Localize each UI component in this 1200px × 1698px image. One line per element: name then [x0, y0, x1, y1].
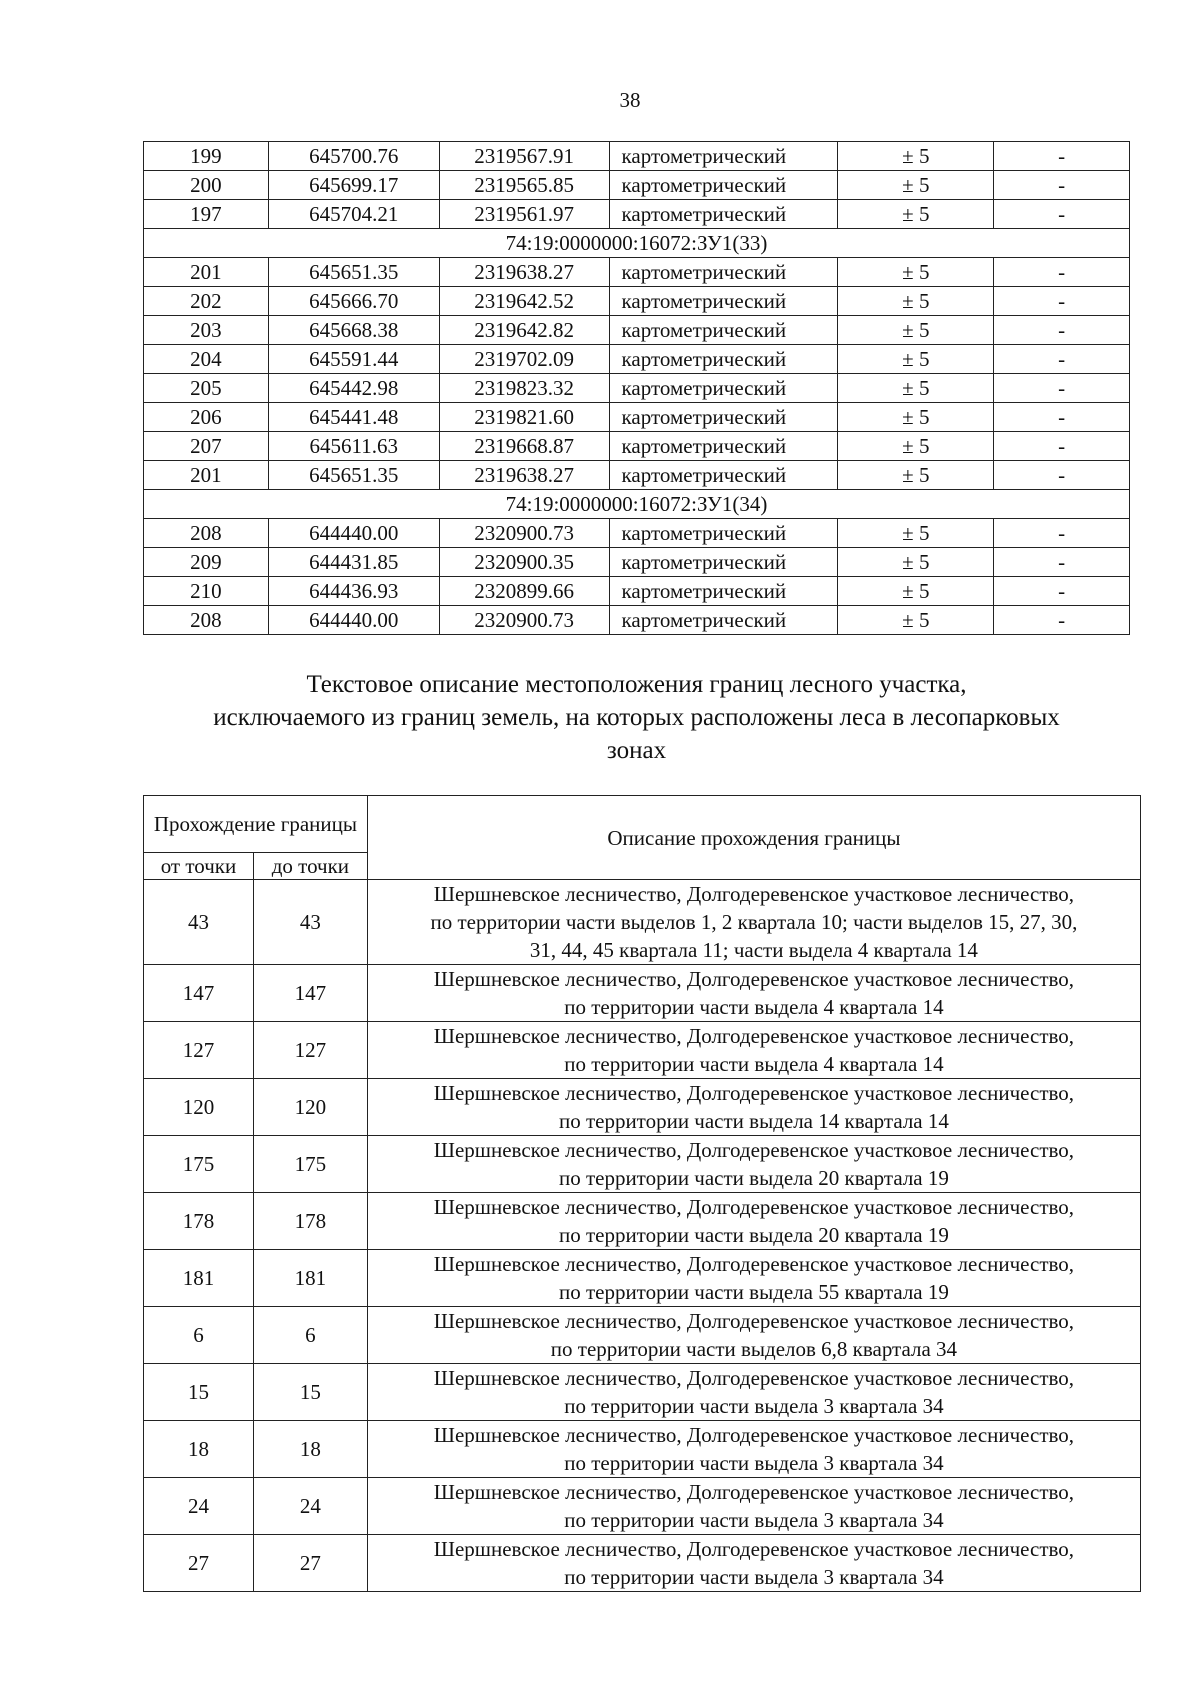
accuracy-cell: ± 5	[838, 606, 994, 635]
accuracy-cell: ± 5	[838, 316, 994, 345]
x-coordinate-cell: 645704.21	[268, 200, 439, 229]
point-number-cell: 205	[144, 374, 269, 403]
method-cell: картометрический	[609, 316, 838, 345]
y-coordinate-cell: 2319668.87	[439, 432, 609, 461]
accuracy-cell: ± 5	[838, 345, 994, 374]
y-coordinate-cell: 2319638.27	[439, 461, 609, 490]
description-line: Шершневское лесничество, Долгодеревенское участковое лесничество,	[433, 1480, 1075, 1504]
description-cell	[367, 1364, 1140, 1421]
accuracy-cell: ± 5	[838, 200, 994, 229]
extra-cell: -	[994, 432, 1130, 461]
description-cell	[367, 1421, 1140, 1478]
y-coordinate-cell: 2319565.85	[439, 171, 609, 200]
table-row	[144, 345, 1130, 374]
description-line: 31, 44, 45 квартала 11; части выдела 4 квартала 14	[529, 938, 978, 962]
method-cell: картометрический	[609, 345, 838, 374]
x-coordinate-cell: 645441.48	[268, 403, 439, 432]
to-point-cell: 120	[253, 1079, 367, 1136]
x-coordinate-cell: 645699.17	[268, 171, 439, 200]
table-row	[144, 1136, 1141, 1193]
to-point-cell: 24	[253, 1478, 367, 1535]
y-coordinate-cell: 2319823.32	[439, 374, 609, 403]
table-row	[144, 200, 1130, 229]
point-number-cell: 209	[144, 548, 269, 577]
description-line: Шершневское лесничество, Долгодеревенское участковое лесничество,	[433, 1081, 1075, 1105]
from-point-cell: 127	[144, 1022, 254, 1079]
extra-cell: -	[994, 287, 1130, 316]
header-from-point: от точки	[144, 853, 254, 880]
table-row	[144, 1307, 1141, 1364]
heading-line-2: исключаемого из границ земель, на которых расположены леса в лесопарковых	[213, 704, 1060, 731]
description-line: Шершневское лесничество, Долгодеревенское участковое лесничество,	[433, 1423, 1075, 1447]
point-number-cell: 197	[144, 200, 269, 229]
description-line: по территории части выдела 14 квартала 14	[558, 1109, 949, 1133]
y-coordinate-cell: 2319702.09	[439, 345, 609, 374]
from-point-cell: 6	[144, 1307, 254, 1364]
method-cell: картометрический	[609, 606, 838, 635]
y-coordinate-cell: 2319561.97	[439, 200, 609, 229]
x-coordinate-cell: 645442.98	[268, 374, 439, 403]
x-coordinate-cell: 645651.35	[268, 461, 439, 490]
accuracy-cell: ± 5	[838, 548, 994, 577]
from-point-cell: 175	[144, 1136, 254, 1193]
from-point-cell: 18	[144, 1421, 254, 1478]
accuracy-cell: ± 5	[838, 519, 994, 548]
table-row	[144, 1079, 1141, 1136]
table-row	[144, 606, 1130, 635]
coordinates-table-body	[144, 142, 1130, 635]
point-number-cell: 208	[144, 519, 269, 548]
to-point-cell: 43	[253, 880, 367, 965]
header-to-point: до точки	[253, 853, 367, 880]
extra-cell: -	[994, 142, 1130, 171]
table-row	[144, 1535, 1141, 1592]
heading-line-1: Текстовое описание местоположения границ лесного участка,	[306, 671, 967, 698]
point-number-cell: 202	[144, 287, 269, 316]
table-row	[144, 519, 1130, 548]
coordinates-table	[143, 141, 1130, 635]
description-line: по территории части выдела 3 квартала 34	[564, 1394, 944, 1418]
point-number-cell: 210	[144, 577, 269, 606]
description-line: Шершневское лесничество, Долгодеревенское участковое лесничество,	[433, 882, 1075, 906]
description-line: по территории части выделов 1, 2 квартала 10; части выделов 15, 27, 30,	[430, 910, 1078, 934]
to-point-cell: 181	[253, 1250, 367, 1307]
description-line: Шершневское лесничество, Долгодеревенское участковое лесничество,	[433, 1024, 1075, 1048]
extra-cell: -	[994, 374, 1130, 403]
description-line: Шершневское лесничество, Долгодеревенское участковое лесничество,	[433, 1537, 1075, 1561]
table-row	[144, 1193, 1141, 1250]
to-point-cell: 15	[253, 1364, 367, 1421]
description-cell	[367, 1193, 1140, 1250]
point-number-cell: 207	[144, 432, 269, 461]
point-number-cell: 204	[144, 345, 269, 374]
x-coordinate-cell: 645700.76	[268, 142, 439, 171]
y-coordinate-cell: 2320900.73	[439, 606, 609, 635]
description-cell	[367, 1136, 1140, 1193]
from-point-cell: 43	[144, 880, 254, 965]
x-coordinate-cell: 644431.85	[268, 548, 439, 577]
method-cell: картометрический	[609, 374, 838, 403]
description-line: по территории части выдела 55 квартала 19	[558, 1280, 949, 1304]
method-cell: картометрический	[609, 287, 838, 316]
from-point-cell: 181	[144, 1250, 254, 1307]
table-row	[144, 1364, 1141, 1421]
method-cell: картометрический	[609, 403, 838, 432]
from-point-cell: 15	[144, 1364, 254, 1421]
x-coordinate-cell: 645668.38	[268, 316, 439, 345]
accuracy-cell: ± 5	[838, 403, 994, 432]
description-line: по территории части выдела 3 квартала 34	[564, 1565, 944, 1589]
table-row	[144, 1022, 1141, 1079]
y-coordinate-cell: 2320899.66	[439, 577, 609, 606]
description-line: по территории части выдела 4 квартала 14	[564, 995, 944, 1019]
accuracy-cell: ± 5	[838, 461, 994, 490]
table-row	[144, 1421, 1141, 1478]
description-cell	[367, 880, 1140, 965]
extra-cell: -	[994, 606, 1130, 635]
to-point-cell: 6	[253, 1307, 367, 1364]
description-line: по территории части выделов 6,8 квартала 34	[550, 1337, 958, 1361]
accuracy-cell: ± 5	[838, 287, 994, 316]
table-row	[144, 316, 1130, 345]
method-cell: картометрический	[609, 258, 838, 287]
method-cell: картометрический	[609, 142, 838, 171]
description-line: Шершневское лесничество, Долгодеревенское участковое лесничество,	[433, 1309, 1075, 1333]
table-row	[144, 1478, 1141, 1535]
accuracy-cell: ± 5	[838, 258, 994, 287]
y-coordinate-cell: 2319638.27	[439, 258, 609, 287]
x-coordinate-cell: 644436.93	[268, 577, 439, 606]
from-point-cell: 24	[144, 1478, 254, 1535]
point-number-cell: 201	[144, 258, 269, 287]
accuracy-cell: ± 5	[838, 577, 994, 606]
y-coordinate-cell: 2319642.82	[439, 316, 609, 345]
to-point-cell: 178	[253, 1193, 367, 1250]
boundary-description-body	[144, 880, 1141, 1592]
table-row	[144, 171, 1130, 200]
table-row	[144, 258, 1130, 287]
section-row	[144, 229, 1130, 258]
description-cell	[367, 1079, 1140, 1136]
extra-cell: -	[994, 171, 1130, 200]
to-point-cell: 27	[253, 1535, 367, 1592]
method-cell: картометрический	[609, 461, 838, 490]
table-row	[144, 142, 1130, 171]
extra-cell: -	[994, 200, 1130, 229]
table-row	[144, 374, 1130, 403]
y-coordinate-cell: 2319821.60	[439, 403, 609, 432]
description-cell	[367, 1478, 1140, 1535]
extra-cell: -	[994, 548, 1130, 577]
description-line: по территории части выдела 3 квартала 34	[564, 1508, 944, 1532]
description-line: Шершневское лесничество, Долгодеревенское участковое лесничество,	[433, 1366, 1075, 1390]
table-row	[144, 287, 1130, 316]
description-line: по территории части выдела 4 квартала 14	[564, 1052, 944, 1076]
method-cell: картометрический	[609, 432, 838, 461]
extra-cell: -	[994, 258, 1130, 287]
table-row	[144, 461, 1130, 490]
accuracy-cell: ± 5	[838, 142, 994, 171]
point-number-cell: 199	[144, 142, 269, 171]
page-number: 38	[619, 88, 641, 112]
from-point-cell: 147	[144, 965, 254, 1022]
point-number-cell: 208	[144, 606, 269, 635]
table-row	[144, 432, 1130, 461]
point-number-cell: 203	[144, 316, 269, 345]
from-point-cell: 120	[144, 1079, 254, 1136]
y-coordinate-cell: 2319567.91	[439, 142, 609, 171]
table-row	[144, 880, 1141, 965]
description-line: по территории части выдела 20 квартала 19	[558, 1223, 949, 1247]
x-coordinate-cell: 644440.00	[268, 519, 439, 548]
section-label: 74:19:0000000:16072:ЗУ1(33)	[144, 229, 1130, 258]
extra-cell: -	[994, 403, 1130, 432]
description-cell	[367, 965, 1140, 1022]
section-label: 74:19:0000000:16072:ЗУ1(34)	[144, 490, 1130, 519]
x-coordinate-cell: 645591.44	[268, 345, 439, 374]
description-line: по территории части выдела 20 квартала 19	[558, 1166, 949, 1190]
extra-cell: -	[994, 577, 1130, 606]
y-coordinate-cell: 2320900.35	[439, 548, 609, 577]
to-point-cell: 18	[253, 1421, 367, 1478]
description-line: по территории части выдела 3 квартала 34	[564, 1451, 944, 1475]
description-line: Шершневское лесничество, Долгодеревенское участковое лесничество,	[433, 1138, 1075, 1162]
heading-line-3: зонах	[606, 737, 667, 764]
to-point-cell: 127	[253, 1022, 367, 1079]
table-row	[144, 577, 1130, 606]
description-cell	[367, 1307, 1140, 1364]
to-point-cell: 147	[253, 965, 367, 1022]
header-description: Описание прохождения границы	[367, 796, 1140, 880]
accuracy-cell: ± 5	[838, 171, 994, 200]
description-line: Шершневское лесничество, Долгодеревенское участковое лесничество,	[433, 1195, 1075, 1219]
method-cell: картометрический	[609, 171, 838, 200]
extra-cell: -	[994, 519, 1130, 548]
method-cell: картометрический	[609, 519, 838, 548]
description-cell	[367, 1022, 1140, 1079]
method-cell: картометрический	[609, 548, 838, 577]
description-cell	[367, 1250, 1140, 1307]
description-cell	[367, 1535, 1140, 1592]
to-point-cell: 175	[253, 1136, 367, 1193]
boundary-description-table	[143, 795, 1141, 1592]
accuracy-cell: ± 5	[838, 432, 994, 461]
description-line: Шершневское лесничество, Долгодеревенское участковое лесничество,	[433, 967, 1075, 991]
point-number-cell: 206	[144, 403, 269, 432]
accuracy-cell: ± 5	[838, 374, 994, 403]
table-row	[144, 548, 1130, 577]
extra-cell: -	[994, 316, 1130, 345]
header-boundary-passage: Прохождение границы	[144, 796, 368, 853]
point-number-cell: 201	[144, 461, 269, 490]
x-coordinate-cell: 645651.35	[268, 258, 439, 287]
section-row	[144, 490, 1130, 519]
y-coordinate-cell: 2320900.73	[439, 519, 609, 548]
x-coordinate-cell: 645611.63	[268, 432, 439, 461]
from-point-cell: 178	[144, 1193, 254, 1250]
section-heading	[143, 668, 1130, 767]
description-line: Шершневское лесничество, Долгодеревенское участковое лесничество,	[433, 1252, 1075, 1276]
x-coordinate-cell: 644440.00	[268, 606, 439, 635]
from-point-cell: 27	[144, 1535, 254, 1592]
point-number-cell: 200	[144, 171, 269, 200]
y-coordinate-cell: 2319642.52	[439, 287, 609, 316]
x-coordinate-cell: 645666.70	[268, 287, 439, 316]
table-row	[144, 965, 1141, 1022]
extra-cell: -	[994, 345, 1130, 374]
method-cell: картометрический	[609, 200, 838, 229]
extra-cell: -	[994, 461, 1130, 490]
table-row	[144, 403, 1130, 432]
table-row	[144, 1250, 1141, 1307]
method-cell: картометрический	[609, 577, 838, 606]
